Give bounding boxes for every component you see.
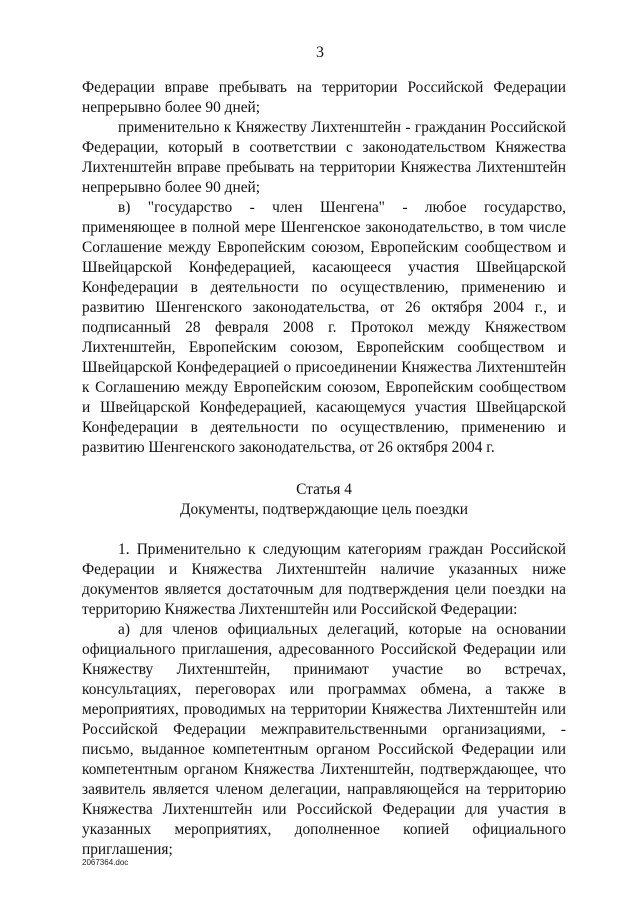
paragraph-schengen-state: в) "государство - член Шенгена" - любое государство, применяющее в полной мере Шенгенское законодательство, в том числе Соглашение между Европейским союзом, Европейским сообществом и Швейцарской Конфедерацией, касающееся участия Швейцарской Конфедерации в деятельности по осуществлению, применению и развитию Шенгенского законодательства, от 26 октября 2004 г., и подписанный 28 февраля 2008 г. Протокол между Княжеством Лихтенштейн, Европейским союзом, Европейским сообществом и Швейцарской Конфедерацией о присоединении Княжества Лихтенштейн к Соглашению между Европейским союзом, Европейским сообществом и Швейцарской Конфедерацией, касающемуся участия Швейцарской Конфедерации в деятельности по осуществлению, применению и развитию Шенгенского законодательства, от 26 октября 2004 г. <box>82 199 566 456</box>
spacer <box>82 520 566 540</box>
paragraph-continuation: Федерации вправе пребывать на территории Российской Федерации непрерывно более 90 дней; <box>82 79 566 116</box>
paragraph-article-item-a: а) для членов официальных делегаций, которые на основании официального приглашения, адресованного Российской Федерации или Княжеству Лихтенштейн, принимают участие во встречах, консультациях, переговорах или программах обмена, а также в мероприятиях, проводимых на территории Княжества Лихтенштейн или Российской Федерации межправительственными организациями, - письмо, выданное компетентным органом Российской Федерации или компетентным органом Княжества Лихтенштейн, подтверждающее, что заявитель является членом делегации, направляющейся на территорию Княжества Лихтенштейн или Российской Федерации для участия в указанных мероприятиях, дополненное копией официального приглашения; <box>82 621 566 858</box>
page-number: 3 <box>316 44 324 61</box>
document-body <box>82 78 566 860</box>
article-number: Статья 4 <box>296 481 352 498</box>
footer-filename: 2067364.doc <box>82 858 129 867</box>
article-title: Документы, подтверждающие цель поездки <box>180 501 468 518</box>
paragraph-liechtenstein-citizen: применительно к Княжеству Лихтенштейн - гражданин Российской Федерации, который в соответствии с законодательством Княжества Лихтенштейн вправе пребывать на территории Княжества Лихтенштейн непрерывно более 90 дней; <box>82 119 566 196</box>
paragraph-article-item-1: 1. Применительно к следующим категориям граждан Российской Федерации и Княжества Лихтенштейн наличие указанных ниже документов является достаточным для подтверждения цели поездки на территорию Княжества Лихтенштейн или Российской Федерации: <box>82 541 566 618</box>
spacer <box>82 458 566 480</box>
